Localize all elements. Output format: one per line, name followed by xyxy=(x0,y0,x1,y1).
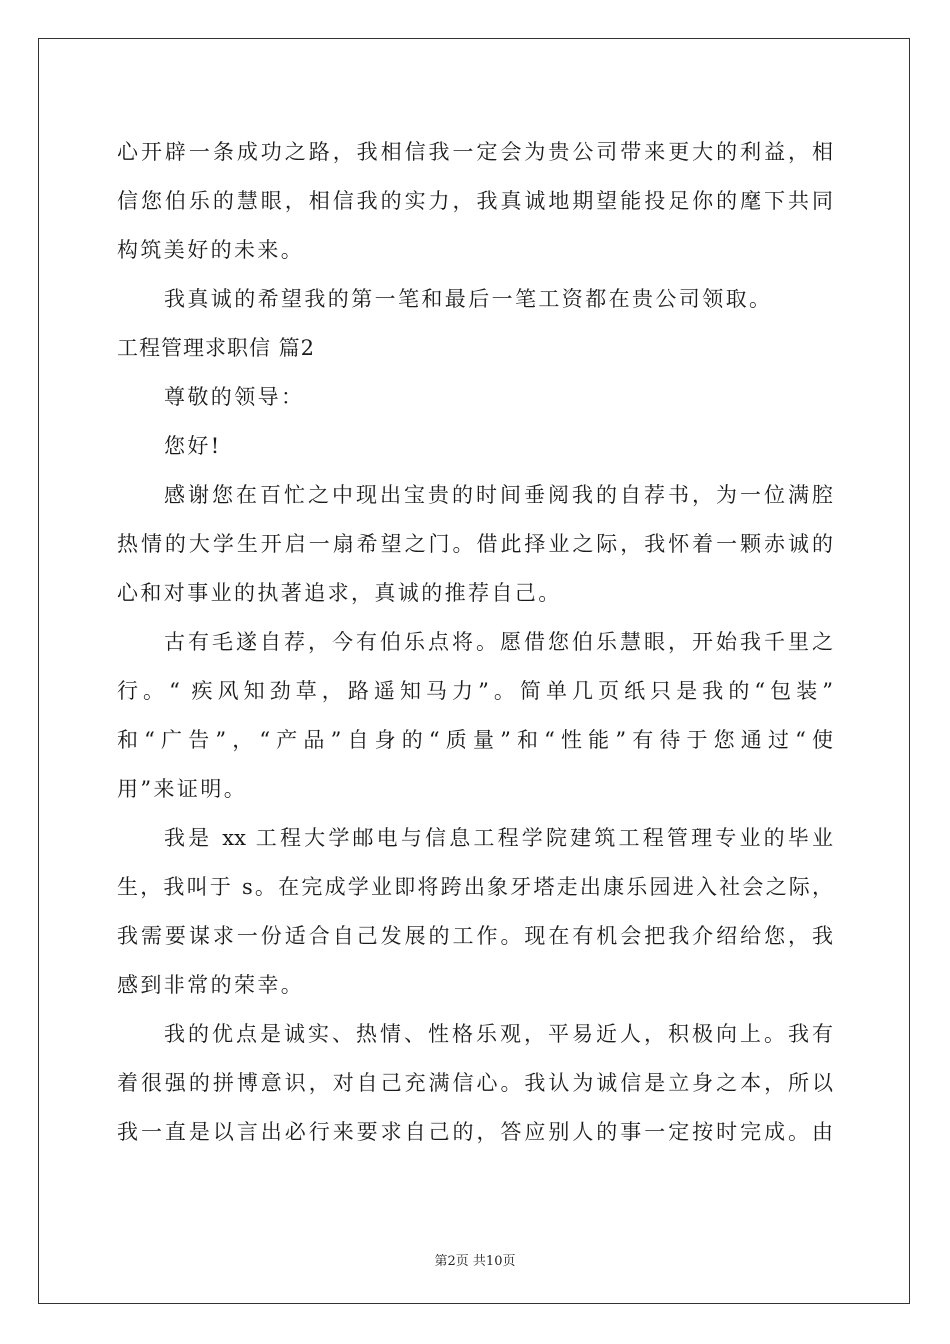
text-line: 尊敬的领导： xyxy=(164,385,305,409)
text-line: 行。“ 疾风知劲草，路遥知马力”。简单几页纸只是我的“包装” xyxy=(117,679,833,703)
text-line: 感到非常的荣幸。 xyxy=(117,973,305,997)
text-line: 我真诚的希望我的第一笔和最后一笔工资都在贵公司领取。 xyxy=(164,287,773,311)
text-line: 古有毛遂自荐，今有伯乐点将。愿借您伯乐慧眼，开始我千里之 xyxy=(164,630,833,654)
text-line: 着很强的拼博意识，对自己充满信心。我认为诚信是立身之本，所以 xyxy=(117,1071,833,1095)
text-line: 我一直是以言出必行来要求自己的，答应别人的事一定按时完成。由 xyxy=(117,1120,833,1144)
text-line: 感谢您在百忙之中现出宝贵的时间垂阅我的自荐书，为一位满腔 xyxy=(164,483,833,507)
text-line: 信您伯乐的慧眼，相信我的实力，我真诚地期望能投足你的麾下共同 xyxy=(117,189,833,213)
text-line: 心开辟一条成功之路，我相信我一定会为贵公司带来更大的利益，相 xyxy=(117,140,833,164)
text-line: 构筑美好的未来。 xyxy=(117,238,305,262)
text-line: 热情的大学生开启一扇希望之门。借此择业之际，我怀着一颗赤诚的 xyxy=(117,532,833,556)
text-line: 心和对事业的执著追求，真诚的推荐自己。 xyxy=(117,581,562,605)
text-line: 和“广告”，“产品”自身的“质量”和“性能”有待于您通过“使 xyxy=(117,728,833,752)
text-line: 用”来证明。 xyxy=(117,777,248,801)
text-line: 我是 xx 工程大学邮电与信息工程学院建筑工程管理专业的毕业 xyxy=(164,826,833,850)
text-line: 生，我叫于 s。在完成学业即将跨出象牙塔走出康乐园进入社会之际， xyxy=(117,875,833,899)
section-heading: 工程管理求职信 篇2 xyxy=(117,336,316,360)
document-body xyxy=(117,128,833,1157)
text-line: 您好! xyxy=(164,434,222,458)
text-line: 我需要谋求一份适合自己发展的工作。现在有机会把我介绍给您，我 xyxy=(117,924,833,948)
text-line: 我的优点是诚实、热情、性格乐观，平易近人，积极向上。我有 xyxy=(164,1022,833,1046)
page-number-footer: 第2页 共10页 xyxy=(434,1254,516,1269)
